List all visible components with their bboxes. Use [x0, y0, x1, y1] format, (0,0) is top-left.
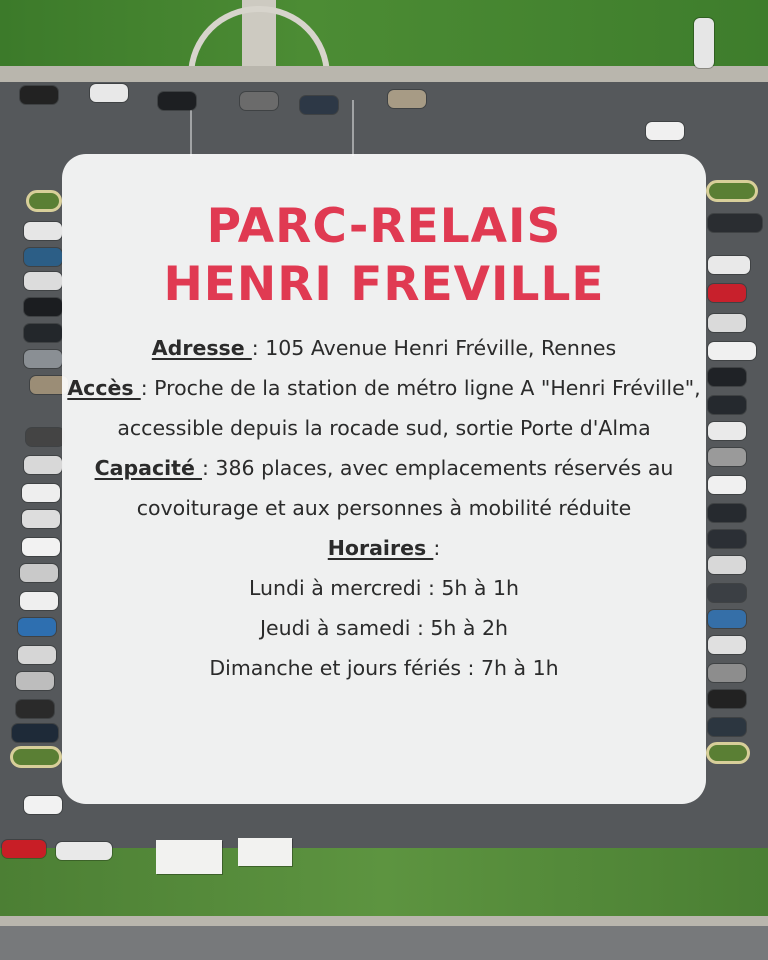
car: [24, 298, 62, 316]
car: [708, 556, 746, 574]
car: [694, 18, 714, 68]
hours-line-weekdays: Lundi à mercredi : 5h à 1h: [248, 576, 520, 600]
car: [158, 92, 196, 110]
car: [26, 428, 64, 446]
car: [708, 342, 756, 360]
car: [708, 530, 746, 548]
car: [708, 718, 746, 736]
car: [24, 350, 62, 368]
car: [24, 222, 62, 240]
car: [22, 510, 60, 528]
address-text: : 105 Avenue Henri Fréville, Rennes: [251, 336, 617, 360]
car: [708, 396, 746, 414]
hours-label: Horaires: [327, 536, 434, 560]
tent: [238, 838, 292, 866]
car: [708, 284, 746, 302]
car: [20, 592, 58, 610]
car: [24, 796, 62, 814]
car: [708, 368, 746, 386]
car: [16, 672, 54, 690]
car: [16, 700, 54, 718]
car: [240, 92, 278, 110]
car: [24, 248, 62, 266]
lot-island: [26, 190, 62, 212]
address-row: [66, 328, 702, 368]
road: [0, 926, 768, 960]
car: [300, 96, 338, 114]
stall-line: [352, 100, 354, 156]
car: [708, 448, 746, 466]
car: [24, 456, 62, 474]
access-label: Accès: [67, 376, 141, 400]
car: [2, 840, 46, 858]
car: [708, 584, 746, 602]
car: [708, 476, 746, 494]
capacity-text: : 386 places, avec emplacements réservés au covoiturage et aux personnes à mobilité réduite: [136, 456, 674, 520]
access-row: [66, 368, 702, 448]
car: [12, 724, 58, 742]
info-card: [62, 154, 706, 804]
hours-label-suffix: :: [433, 536, 441, 560]
car: [708, 314, 746, 332]
car: [20, 86, 58, 104]
capacity-row: [66, 448, 702, 528]
car: [708, 610, 746, 628]
page-title: [62, 154, 706, 314]
car: [56, 842, 112, 860]
lot-island: [706, 742, 750, 764]
title-line-1: PARC-RELAIS: [206, 199, 562, 254]
sidewalk-bottom: [0, 916, 768, 926]
tent: [156, 840, 222, 874]
grass-strip-top: [0, 0, 768, 72]
car: [18, 618, 56, 636]
car: [708, 214, 762, 232]
lot-island: [10, 746, 62, 768]
car: [708, 664, 746, 682]
car: [708, 636, 746, 654]
car: [708, 422, 746, 440]
car: [20, 564, 58, 582]
grass-strip-bottom: [0, 848, 768, 918]
car: [90, 84, 128, 102]
car: [24, 324, 62, 342]
title-line-2: HENRI FREVILLE: [163, 257, 605, 312]
car: [388, 90, 426, 108]
hours-heading: [66, 528, 702, 568]
car: [24, 272, 62, 290]
car: [18, 646, 56, 664]
hours-line-sunday-holidays: Dimanche et jours fériés : 7h à 1h: [209, 656, 559, 680]
car: [646, 122, 684, 140]
car: [22, 538, 60, 556]
address-label: Adresse: [151, 336, 252, 360]
hours-line-thu-sat: Jeudi à samedi : 5h à 2h: [259, 616, 509, 640]
sidewalk-top: [0, 66, 768, 82]
info-block: [62, 328, 706, 688]
car: [708, 504, 746, 522]
lot-island: [706, 180, 758, 202]
car: [708, 256, 750, 274]
access-text: : Proche de la station de métro ligne A "Henri Fréville", accessible depuis la rocade sud, sortie Porte d'Alma: [117, 376, 701, 440]
car: [22, 484, 60, 502]
capacity-label: Capacité: [94, 456, 202, 480]
car: [708, 690, 746, 708]
stall-line: [190, 110, 192, 156]
